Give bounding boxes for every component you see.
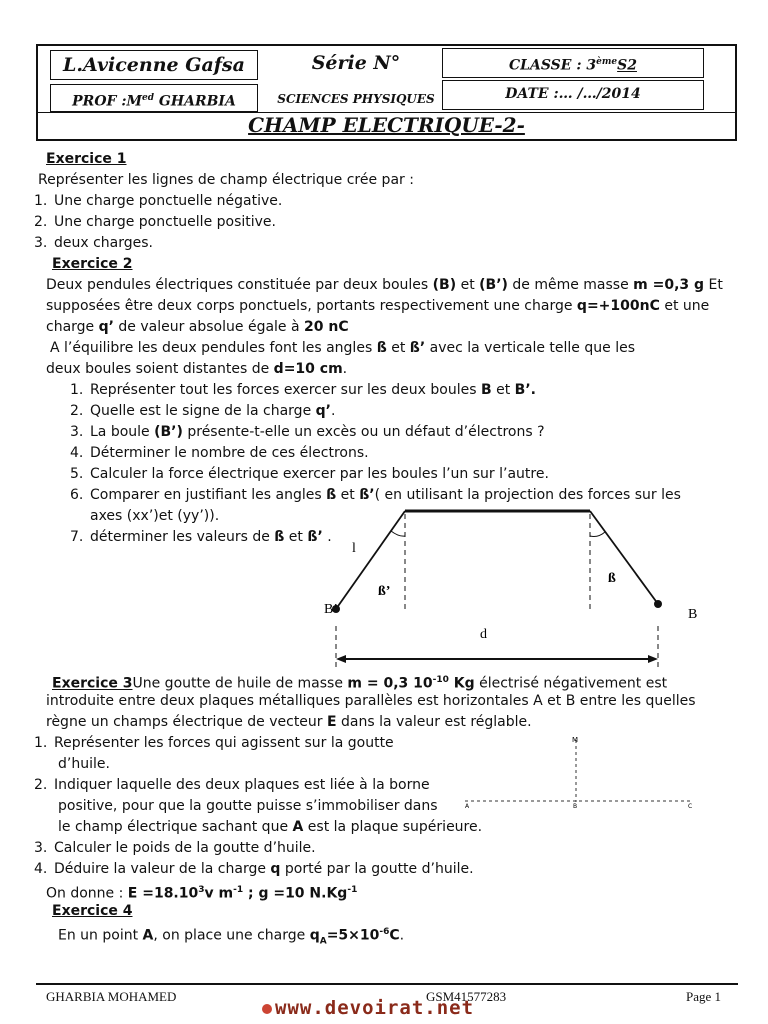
ex2-q2b: q’: [315, 403, 331, 419]
ex2-q3: 3. La boule (B’) présente-t-elle un excès ou un défaut d’électrons ?: [70, 424, 545, 440]
ex3-q2-cont2: [58, 817, 482, 837]
ex3-q2: 2. Indiquer laquelle des deux plaques est liée à la borne: [34, 777, 430, 793]
classe-prefix: CLASSE : 3: [509, 57, 597, 74]
prof-cell: [50, 84, 258, 112]
ex2-para-3: [46, 317, 349, 337]
ex1-intro-text: Représenter les lignes de champ électrique crée par :: [38, 172, 414, 188]
ex1-item-2: 2. Une charge ponctuelle positive.: [34, 214, 276, 230]
ex2-q6c: et: [336, 487, 360, 503]
ex2-p4c: avec la verticale telle que les: [425, 340, 635, 356]
ex3-l1d: électrisé négativement est: [474, 675, 668, 692]
school-name: L.Avicenne Gafsa: [63, 54, 245, 76]
footer-phone: GSM41577283: [426, 989, 507, 1004]
ex3-q4: 4. Déduire la valeur de la charge q porté par la goutte d’huile.: [34, 861, 474, 877]
ex2-b5: q’: [98, 319, 114, 335]
ex3-l1sup: -10: [432, 675, 449, 685]
ex2-q2c: .: [330, 403, 336, 419]
ex2-title: Exercice 2: [52, 256, 133, 272]
ex2-p2a: supposées être deux corps ponctuels, portants respectivement une charge: [46, 298, 577, 314]
ex2-b2: (B’): [479, 277, 508, 293]
serie-label: Série N°: [311, 52, 401, 74]
plates-figure: [455, 730, 715, 815]
ex2-b1: (B): [432, 277, 457, 293]
ex2-q2: 2. Quelle est le signe de la charge q’.: [70, 403, 336, 419]
subject-label: SCIENCES PHYSIQUES: [277, 92, 435, 106]
classe-cell: [442, 48, 704, 78]
ex4-l1sup: -6: [379, 927, 390, 937]
fig-label-b: B: [573, 803, 578, 810]
ex4-l1c: , on place une charge: [153, 927, 310, 944]
ex2-p2b: et une: [659, 298, 710, 314]
ex3-l1c: Kg: [448, 675, 475, 692]
ex3-q3-text: Calculer le poids de la goutte d’huile.: [54, 840, 316, 856]
angle-arc-right: [590, 532, 605, 537]
ex4-l1sub: A: [319, 936, 327, 947]
ex2-title-line: [52, 254, 133, 274]
distance-arrowhead-left: [336, 655, 346, 663]
ex2-p1c: de même masse: [507, 277, 634, 293]
ex3-given-d: ; g =10 N.Kg: [243, 885, 348, 902]
ex3-q2c: le champ électrique sachant que: [58, 819, 293, 835]
pendulum-figure: [300, 500, 720, 680]
ex3-q2b: positive, pour que la goutte puisse s’immobiliser dans: [58, 798, 438, 814]
ex4-l1d: q: [309, 927, 320, 944]
ex3-given-a: On donne :: [46, 885, 128, 902]
ex4-title-line: [52, 901, 133, 921]
ex2-b6: 20 nC: [304, 319, 349, 335]
ex2-q4: 4. Déterminer le nombre de ces électrons.: [70, 445, 369, 461]
date-cell: [442, 80, 704, 110]
ex3-q3: 3. Calculer le poids de la goutte d’huile.: [34, 840, 316, 856]
ex3-line-2: [46, 691, 696, 711]
ex3-l3a: règne un champs électrique de vecteur: [46, 714, 327, 730]
ex2-q6d: ß’: [359, 487, 375, 503]
ex2-q1a: Représenter tout les forces exercer sur les deux boules: [90, 382, 481, 398]
ex2-p1a: Deux pendules électriques constituée par deux boules: [46, 277, 433, 293]
fig-label-a: A: [465, 803, 470, 810]
ex3-l3b: E: [327, 714, 337, 730]
ex2-q5: 5. Calculer la force électrique exercer par les boules l’un sur l’autre.: [70, 466, 549, 482]
ex3-q2a: Indiquer laquelle des deux plaques est liée à la borne: [54, 777, 430, 793]
ex4-title: Exercice 4: [52, 903, 133, 919]
ex3-line-3: [46, 712, 532, 732]
footer-page: Page 1: [686, 989, 722, 1004]
ex2-q6a: Comparer en justifiant les angles: [90, 487, 327, 503]
ex2-q3a: La boule: [90, 424, 155, 440]
label-beta-prime: ß’: [378, 584, 391, 599]
footer-rule: [36, 983, 738, 985]
ex3-q2e: est la plaque supérieure.: [303, 819, 483, 835]
ex2-b9: d=10 cm: [273, 361, 343, 377]
ex4-l1e: =5×10: [326, 927, 380, 944]
ex2-q1: 1. Représenter tout les forces exercer sur les deux boules B et B’.: [70, 382, 536, 398]
ex2-q4-text: Déterminer le nombre de ces électrons.: [90, 445, 369, 461]
classe-suffix: S2: [617, 57, 637, 74]
ex3-q4c: porté par la goutte d’huile.: [280, 861, 474, 877]
ex1-title-line: [46, 149, 127, 169]
ex2-q6b: ß: [326, 487, 337, 503]
ex3-l1a: Une goutte de huile de masse: [132, 675, 348, 692]
distance-arrowhead-right: [648, 655, 658, 663]
ex2-q2a: Quelle est le signe de la charge: [90, 403, 316, 419]
ex2-q7e: .: [322, 529, 332, 545]
ex3-q4b: q: [270, 861, 281, 877]
ex2-p3b: de valeur absolue égale à: [113, 319, 305, 335]
thread-right: [590, 511, 658, 604]
label-l: l: [352, 541, 356, 556]
website-icon: [262, 1004, 272, 1014]
ex2-b7: ß: [376, 340, 387, 356]
ex3-q1-cont: [58, 754, 110, 774]
classe-sup: ème: [596, 57, 618, 67]
subject-cell: [270, 86, 442, 112]
ex4-l1f: C: [389, 927, 400, 944]
ex2-b4: q=+100nC: [576, 298, 660, 314]
ex2-para-4: [50, 338, 635, 358]
ex2-q6: 6. Comparer en justifiant les angles ß et ß’( en utilisant la projection des forces sur les: [70, 487, 681, 503]
prof-name: GHARBIA: [154, 93, 236, 110]
ex3-given-sup2: -1: [233, 885, 244, 895]
ex2-p4a: A l’équilibre les deux pendules font les angles: [50, 340, 377, 356]
ex2-q5-text: Calculer la force électrique exercer par les boules l’un sur l’autre.: [90, 466, 549, 482]
ex2-q6f: axes (xx’)et (yy’)).: [90, 508, 220, 524]
header-frame: [36, 44, 737, 141]
prof-label: PROF :M: [72, 93, 142, 110]
ex3-given-c: v m: [204, 885, 234, 902]
ex4-l1g: .: [399, 927, 405, 944]
ex1-item-3: 3. deux charges.: [34, 235, 154, 251]
ex1-item-1-text: Une charge ponctuelle négative.: [54, 193, 283, 209]
ex1-item-1: 1. Une charge ponctuelle négative.: [34, 193, 283, 209]
ex3-q2-cont1: [58, 796, 438, 816]
ex3-q1b: d’huile.: [58, 756, 110, 772]
date-label: DATE :… /…/2014: [505, 86, 641, 102]
school-cell: [50, 50, 258, 80]
ex2-q6-cont: [90, 506, 219, 526]
ex2-q7b: ß: [274, 529, 285, 545]
ex2-p5a: deux boules soient distantes de: [46, 361, 274, 377]
ex2-p1b: et: [456, 277, 480, 293]
ex3-given-sup3: -1: [347, 885, 358, 895]
ex2-p4b: et: [386, 340, 410, 356]
ex2-q7a: déterminer les valeurs de: [90, 529, 275, 545]
ex2-p1d: Et: [704, 277, 723, 293]
ex3-l2: introduite entre deux plaques métalliques parallèles est horizontales A et B entre les quelles: [46, 693, 696, 709]
ex2-p5b: .: [342, 361, 348, 377]
thread-left: [336, 511, 405, 609]
fig-label-c: C: [688, 803, 693, 810]
ex1-item-2-text: Une charge ponctuelle positive.: [54, 214, 276, 230]
ex1-title: Exercice 1: [46, 151, 127, 167]
fig-label-m: M: [572, 736, 579, 744]
ex2-q1b: B: [480, 382, 492, 398]
ex2-para-1: [46, 275, 723, 295]
label-beta: ß: [608, 571, 616, 586]
ex3-l1b: m = 0,3 10: [347, 675, 433, 692]
ex2-b8: ß’: [409, 340, 426, 356]
ex3-given-b: E =18.10: [127, 885, 199, 902]
footer-website[interactable]: [262, 997, 474, 1019]
ex1-intro: [38, 170, 414, 190]
label-b-prime: B’: [324, 602, 338, 617]
ex3-q4a: Déduire la valeur de la charge: [54, 861, 271, 877]
website-text: www.devoirat.net: [275, 997, 475, 1019]
ex2-q3b: (B’): [154, 424, 183, 440]
ex1-item-3-text: deux charges.: [54, 235, 154, 251]
ex2-q7d: ß’: [307, 529, 323, 545]
ex2-q7c: et: [284, 529, 308, 545]
ex3-q1: 1. Représenter les forces qui agissent sur la goutte: [34, 735, 394, 751]
ex2-b3: m =0,3 g: [633, 277, 705, 293]
ball-b: [654, 600, 662, 608]
ex2-q1c: et: [491, 382, 515, 398]
ex3-l3c: dans la valeur est réglable.: [336, 714, 532, 730]
ex3-q2d: A: [292, 819, 304, 835]
label-d: d: [480, 627, 487, 642]
ex2-q7: 7. déterminer les valeurs de ß et ß’ .: [70, 529, 332, 545]
ex2-p3a: charge: [46, 319, 99, 335]
ex4-line-1: [58, 922, 404, 951]
angle-arc-left: [391, 531, 405, 536]
ex2-q6e: ( en utilisant la projection des forces sur les: [374, 487, 681, 503]
label-b: B: [688, 607, 698, 622]
serie-cell: [270, 50, 442, 78]
ex4-l1b: A: [142, 927, 154, 944]
prof-sup: ed: [142, 93, 155, 103]
ex2-para-2: [46, 296, 709, 316]
title-cell: [38, 112, 735, 139]
page-title: CHAMP ELECTRIQUE-2-: [248, 113, 525, 137]
ex2-q3c: présente-t-elle un excès ou un défaut d’électrons ?: [182, 424, 545, 440]
ex2-para-5: [46, 359, 347, 379]
ex2-q1d: B’.: [514, 382, 536, 398]
ex3-title: Exercice 3: [52, 675, 133, 692]
ex4-l1a: En un point: [58, 927, 143, 944]
ex3-q1a: Représenter les forces qui agissent sur la goutte: [54, 735, 394, 751]
footer-author: GHARBIA MOHAMED: [46, 989, 177, 1004]
ex3-given-sup1: 3: [198, 885, 205, 895]
